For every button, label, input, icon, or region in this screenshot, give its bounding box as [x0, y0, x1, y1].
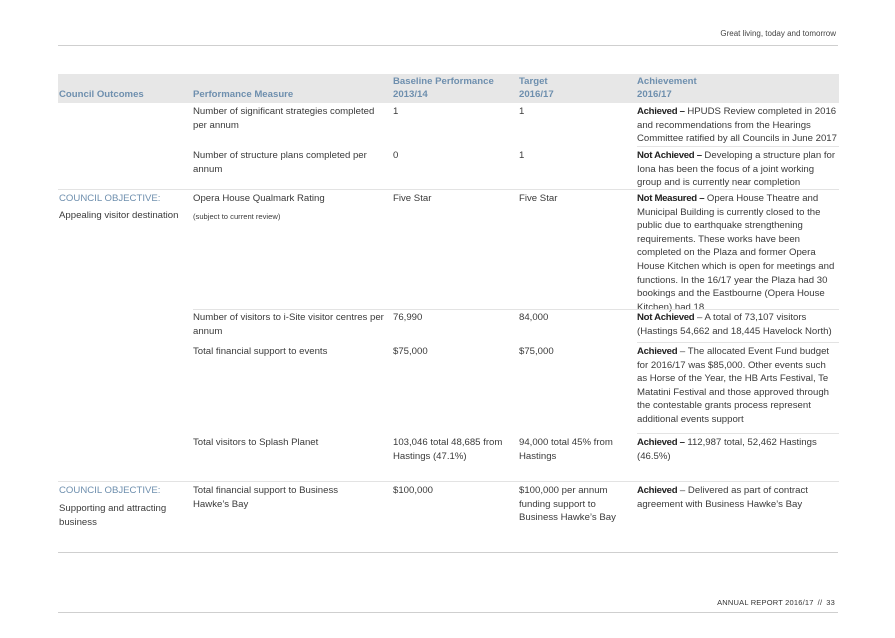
header-achievement-line1: Achievement: [637, 76, 697, 87]
measure-cell: Total visitors to Splash Planet: [193, 437, 319, 448]
row-divider: [58, 481, 839, 482]
row-divider: [637, 342, 839, 343]
measure-text: Opera House Qualmark Rating: [193, 193, 325, 204]
achievement-cell: [637, 105, 838, 146]
header-target: [519, 75, 554, 101]
achievement-cell: [637, 311, 838, 338]
measure-cell: Number of significant strategies completed per annum: [193, 106, 375, 131]
row-divider: [637, 433, 839, 434]
status-label: Achieved –: [637, 437, 685, 448]
table-bottom-divider: [58, 552, 838, 553]
status-label: Achieved –: [637, 106, 685, 117]
target-cell: $100,000 per annum funding support to Business Hawke’s Bay: [519, 485, 616, 524]
achievement-cell: [637, 436, 838, 463]
status-label: Achieved: [637, 346, 678, 357]
measure-cell: Total financial support to events: [193, 346, 328, 357]
council-objective-label: COUNCIL OBJECTIVE:: [59, 485, 161, 496]
row-divider: [58, 189, 839, 190]
status-label: Not Achieved –: [637, 150, 702, 161]
target-cell: 1: [519, 106, 525, 117]
achievement-cell: [637, 149, 838, 190]
footer-separator: //: [817, 598, 823, 607]
achievement-text: Opera House Theatre and Municipal Building is currently closed to the public due to earthquake strengthening requirements. These works have been completed on the Plaza and former Opera House Kitchen which is open for meetings and functions. In the 16/17 year the Plaza had 30 bookings and the Eastbourne (Opera House Kitchen) had 18: [637, 193, 835, 313]
achievement-text: 112,987 total, 52,462 Hastings (46.5%): [637, 437, 817, 462]
baseline-cell: 1: [393, 106, 399, 117]
achievement-text: – The allocated Event Fund budget for 2016/17 was $85,000. Other events such as Horse of the Year, the HB Arts Festival, Te Matatini Festival and those approved through the contestable grants process represent additional events support: [637, 346, 830, 425]
page-footer: [717, 598, 835, 607]
status-label: Achieved: [637, 485, 678, 496]
achievement-cell: [637, 192, 839, 314]
baseline-cell: $100,000: [393, 485, 434, 496]
achievement-text: HPUDS Review completed in 2016 and recommendations from the Hearings Committee ratified by all Councils in June 2017: [637, 106, 837, 145]
target-cell: $75,000: [519, 346, 554, 357]
header-baseline: [393, 75, 494, 101]
performance-table: [58, 74, 839, 528]
status-label: Not Measured –: [637, 193, 705, 204]
council-objective: Appealing visitor destination: [59, 210, 179, 221]
measure-cell: Number of structure plans completed per annum: [193, 150, 367, 175]
baseline-cell: 76,990: [393, 312, 423, 323]
baseline-cell: $75,000: [393, 346, 428, 357]
footer-report-title: ANNUAL REPORT 2016/17: [717, 598, 814, 607]
achievement-cell: [637, 345, 838, 427]
row-divider: [637, 146, 839, 147]
header-baseline-line2: 2013/14: [393, 89, 428, 100]
achievement-text: Developing a structure plan for Iona has been the focus of a joint working group and is currently near completion: [637, 150, 836, 189]
header-council-outcomes: Council Outcomes: [59, 89, 144, 100]
council-objective-label: COUNCIL OBJECTIVE:: [59, 193, 161, 204]
status-label: Not Achieved: [637, 312, 695, 323]
header-achievement: [637, 75, 697, 101]
row-divider: [193, 309, 839, 310]
table-header: [58, 74, 839, 103]
tagline: Great living, today and tomorrow: [720, 29, 836, 38]
achievement-text: – A total of 73,107 visitors (Hastings 54,662 and 18,445 Havelock North): [637, 312, 832, 337]
header-target-line2: 2016/17: [519, 89, 554, 100]
page-number: 33: [826, 598, 835, 607]
header-target-line1: Target: [519, 76, 548, 87]
target-cell: 84,000: [519, 312, 549, 323]
target-cell: 1: [519, 150, 525, 161]
measure-cell: Total financial support to Business Hawke’s Bay: [193, 485, 339, 510]
header-achievement-line2: 2016/17: [637, 89, 672, 100]
measure-cell: Number of visitors to i-Site visitor centres per annum: [193, 312, 384, 337]
council-objective: Supporting and attracting business: [59, 503, 167, 528]
header-divider: [58, 45, 838, 46]
baseline-cell: 103,046 total 48,685 from Hastings (47.1%): [393, 437, 503, 462]
baseline-cell: 0: [393, 150, 399, 161]
measure-note: (subject to current review): [193, 211, 281, 221]
header-baseline-line1: Baseline Performance: [393, 76, 494, 87]
target-cell: 94,000 total 45% from Hastings: [519, 437, 613, 462]
achievement-text: – Delivered as part of contract agreement with Business Hawke’s Bay: [637, 485, 808, 510]
target-cell: Five Star: [519, 193, 558, 204]
achievement-cell: [637, 484, 838, 511]
measure-cell: [193, 192, 383, 223]
footer-divider: [58, 612, 838, 613]
baseline-cell: Five Star: [393, 193, 432, 204]
header-performance-measure: Performance Measure: [193, 89, 294, 100]
